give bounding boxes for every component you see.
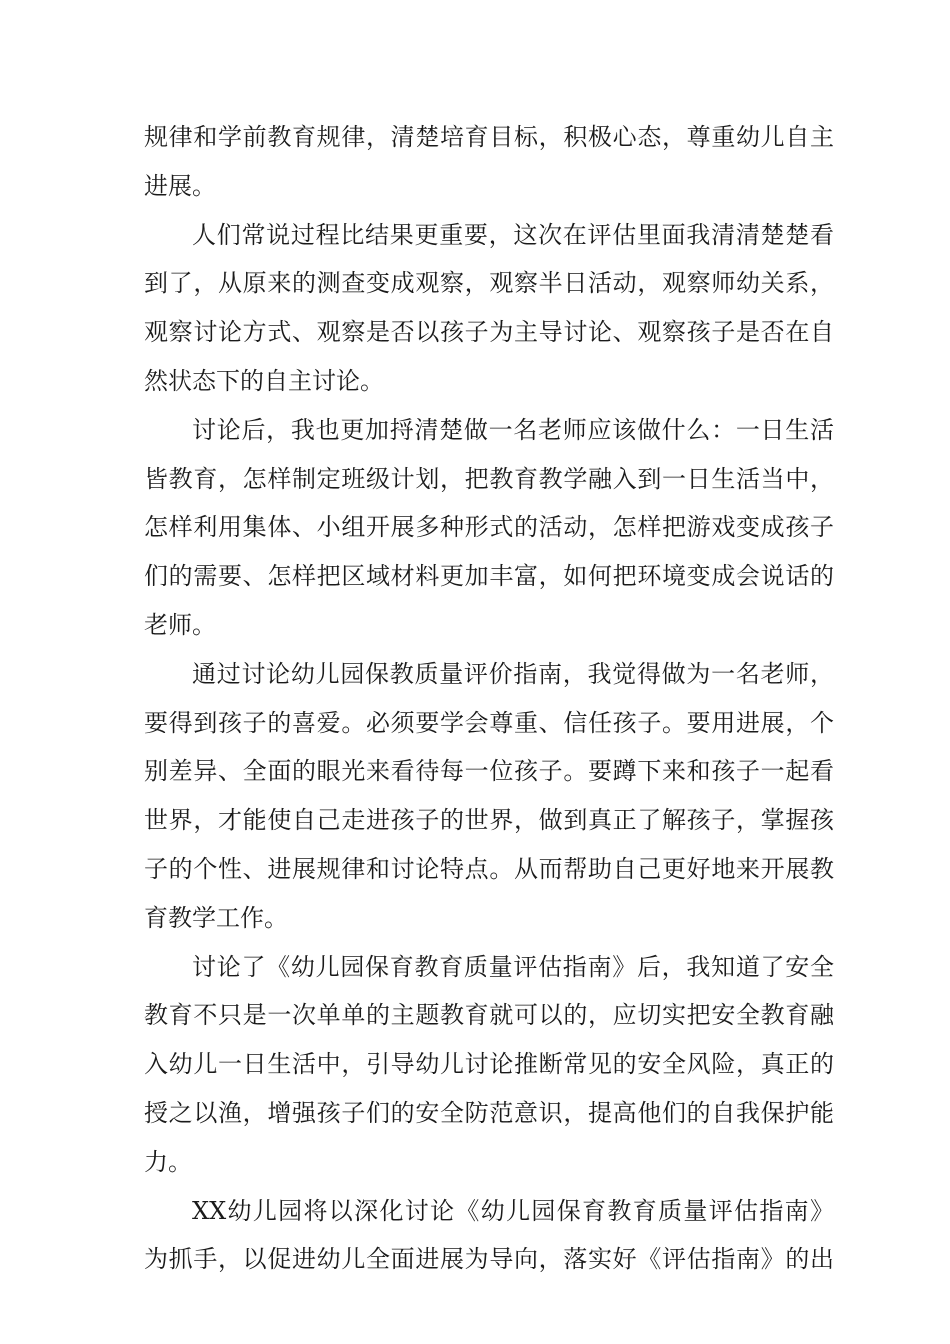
text-line: 子的个性、进展规律和讨论特点。从而帮助自己更好地来开展教 — [144, 854, 834, 883]
text-line: 世界，才能使自己走进孩子的世界，做到真正了解孩子，掌握孩 — [144, 806, 834, 835]
text-line: 通过讨论幼儿园保教质量评价指南，我觉得做为一名老师， — [192, 659, 834, 688]
text-line: 要得到孩子的喜爱。必须要学会尊重、信任孩子。要用进展，个 — [144, 708, 834, 737]
paragraph-6 — [144, 1187, 834, 1285]
paragraph-2 — [144, 211, 834, 406]
text-line: 别差异、全面的眼光来看待每一位孩子。要蹲下来和孩子一起看 — [144, 757, 834, 786]
text-line: 到了，从原来的测查变成观察，观察半日活动，观察师幼关系， — [144, 269, 834, 298]
paragraph-4 — [144, 650, 834, 943]
text-line: 进展。 — [144, 171, 216, 200]
text-line: 讨论后，我也更加捋清楚做一名老师应该做什么：一日生活 — [192, 415, 834, 444]
text-line: 观察讨论方式、观察是否以孩子为主导讨论、观察孩子是否在自 — [144, 318, 834, 347]
paragraph-5 — [144, 943, 834, 1187]
text-line: 皆教育，怎样制定班级计划，把教育教学融入到一日生活当中， — [144, 464, 834, 493]
text-line: 们的需要、怎样把区域材料更加丰富，如何把环境变成会说话的 — [144, 562, 834, 591]
text-line: 育教学工作。 — [144, 903, 288, 932]
text-line: 然状态下的自主讨论。 — [144, 366, 384, 395]
text-line: 人们常说过程比结果更重要，这次在评估里面我清清楚楚看 — [192, 220, 834, 249]
text-line: 规律和学前教育规律，清楚培育目标，积极心态，尊重幼儿自主 — [144, 123, 834, 151]
text-line: 老师。 — [144, 610, 216, 639]
paragraph-3 — [144, 406, 834, 650]
text-line: XX幼儿园将以深化讨论《幼儿园保育教育质量评估指南》 — [192, 1196, 834, 1225]
text-line: 授之以渔，增强孩子们的安全防范意识，提高他们的自我保护能 — [144, 1098, 834, 1127]
text-line: 入幼儿一日生活中，引导幼儿讨论推断常见的安全风险，真正的 — [144, 1050, 834, 1079]
text-line: 力。 — [144, 1147, 192, 1176]
text-line: 怎样利用集体、小组开展多种形式的活动，怎样把游戏变成孩子 — [144, 513, 834, 542]
text-line: 教育不只是一次单单的主题教育就可以的，应切实把安全教育融 — [144, 1001, 834, 1030]
document-body — [144, 113, 834, 1284]
text-line: 讨论了《幼儿园保育教育质量评估指南》后，我知道了安全 — [192, 952, 834, 981]
paragraph-1 — [144, 113, 834, 211]
text-line: 为抓手，以促进幼儿全面进展为导向，落实好《评估指南》的出 — [144, 1245, 834, 1274]
